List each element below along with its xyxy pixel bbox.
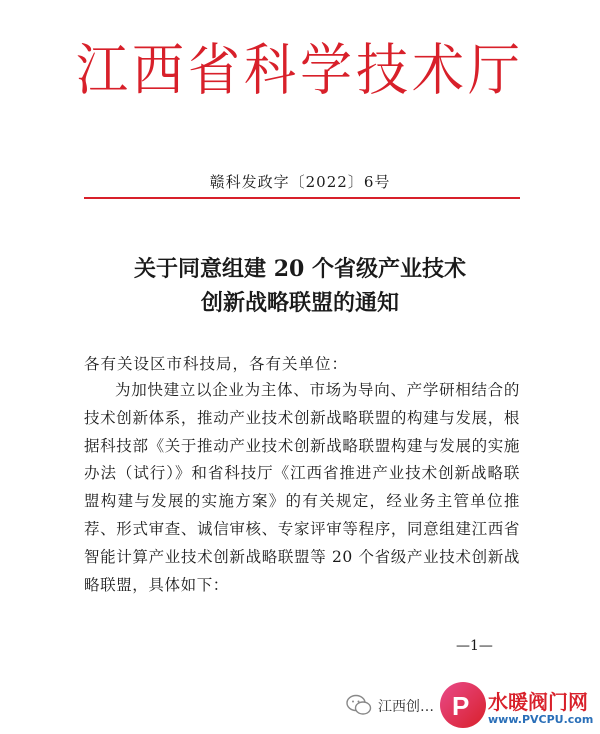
document-title (0, 252, 600, 320)
site-logo (440, 682, 600, 734)
org-header-title: 江西省科学技术厅 (75, 38, 524, 104)
footer-watermark (0, 676, 600, 734)
svg-text:P: P (452, 691, 470, 721)
footer-caption: 江西创… (378, 699, 434, 715)
document-title-line-1: 关于同意组建 20 个省级产业技术 (134, 256, 466, 282)
logo-url: www.PVCPU.com (488, 713, 594, 726)
logo-text: 水暖阀门网 (488, 690, 588, 714)
logo-badge-icon (440, 682, 486, 728)
wechat-icon (346, 694, 372, 716)
document-title-line-2: 创新战略联盟的通知 (200, 290, 399, 316)
body-paragraph: 为加快建立以企业为主体、市场为导向、产学研相结合的技术创新体系，推动产业技术创新战略联盟的构建与发展，根据科技部《关于推动产业技术创新战略联盟构建与发展的实施办法（试行）》和省科技厅《江西省推进产业技术创新战略联盟构建与发展的实施方案》的有关规定，经业务主管单位推荐、形式审查、诚信审核、专家评审等程序，同意组建江西省智能计算产业技术创新战略联盟等 20 个省级产业技术创新战略联盟，具体如下： (84, 381, 520, 594)
red-divider-line (84, 197, 520, 199)
salutation: 各有关设区市科技局，各有关单位： (84, 355, 349, 373)
doc-number: 赣科发政字〔2022〕6号 (209, 173, 391, 191)
page-number: —1— (456, 638, 493, 654)
